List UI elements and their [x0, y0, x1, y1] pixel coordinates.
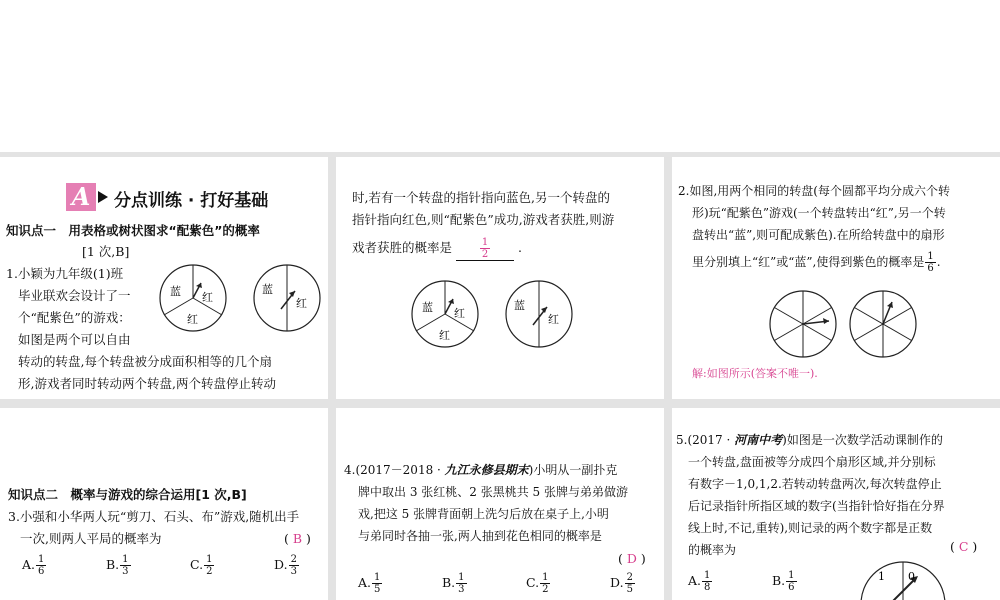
q2-line-1: 2.如图,用两个相同的转盘(每个圆都平均分成六个转 [678, 184, 950, 198]
q1-line-3: 个“配紫色”的游戏： [18, 310, 131, 325]
option-label: A. [358, 575, 372, 590]
q5-line-1 [676, 430, 943, 451]
spinner-three-sector [158, 263, 228, 333]
option-label: B. [772, 573, 786, 588]
q5-line-3: 有数字－1,0,1,2.若转动转盘两次,每次转盘停止 [688, 477, 942, 491]
spinner-two-sector [252, 263, 322, 333]
q5-source: 河南中考 [734, 433, 783, 447]
q4-prefix: 4.(2017－2018 · [344, 463, 445, 477]
option-fraction [702, 570, 712, 593]
q4-line-3: 戏,把这 5 张牌背面朝上洗匀后放在桌子上,小明 [358, 507, 609, 521]
q4-option-b[interactable] [442, 572, 468, 595]
q4-option-d[interactable] [610, 572, 636, 595]
q1-line-2: 毕业联欢会设计了一 [18, 288, 131, 303]
q3-line-1: 3.小强和小华两人玩“剪刀、石头、布”游戏,随机出手 [8, 509, 300, 524]
section-a-badge: A [66, 183, 96, 211]
spinner-three-sector [410, 279, 480, 349]
q3-option-b[interactable] [106, 554, 132, 577]
spinner-four-sector [858, 558, 948, 600]
sector-label-red: 红 [439, 329, 450, 342]
sector-number-0: 0 [908, 570, 915, 583]
q5-line-1-end: )如图是一次数学活动课制作的 [782, 433, 943, 447]
fraction-numerator: 1 [704, 570, 711, 581]
q4-answer-letter: D [626, 551, 637, 566]
sector-label-blue: 蓝 [422, 301, 433, 314]
option-label: B. [106, 557, 120, 572]
sector-label-red: 红 [187, 313, 198, 326]
q4-line-2: 牌中取出 3 张红桃、2 张黑桃共 5 张牌与弟弟做游 [358, 485, 628, 499]
sector-label-blue: 蓝 [514, 299, 525, 312]
spinner-six-sector [768, 289, 838, 359]
q5-answer: ( C ) [950, 539, 978, 554]
q1-cont-line-3 [352, 237, 522, 261]
fraction-numerator: 1 [927, 251, 934, 262]
option-label: C. [526, 575, 540, 590]
q2-solution: 解:如图所示(答案不唯一). [692, 367, 818, 380]
fraction-denominator: 6 [927, 263, 934, 274]
sector-label-blue: 蓝 [170, 285, 181, 298]
q4-answer: ( D ) [618, 551, 646, 566]
sector-label-red: 红 [296, 297, 307, 310]
fraction-denominator: 2 [542, 584, 549, 595]
q5-line-2: 一个转盘,盘面被等分成四个扇形区域,并分别标 [688, 455, 936, 469]
option-label: B. [442, 575, 456, 590]
spinner-six-sector [848, 289, 918, 359]
q4-line-1-end: )小明从一副扑克 [528, 463, 618, 477]
fraction-numerator: 1 [788, 570, 795, 581]
spinner-two-sector [504, 279, 574, 349]
q4-option-c[interactable] [526, 572, 551, 595]
option-label: D. [274, 557, 288, 572]
knowledge-point-1-heading: 知识点一 用表格或树状图求“配紫色”的概率 [6, 223, 260, 238]
fraction-denominator: 3 [290, 566, 297, 577]
q5-option-a[interactable] [688, 570, 713, 593]
q5-answer-letter: C [958, 539, 969, 554]
panel-question-5[interactable] [672, 408, 1000, 600]
sector-label-blue: 蓝 [262, 283, 273, 296]
answer-fraction [480, 237, 490, 260]
fraction-denominator: 2 [206, 566, 213, 577]
banner-arrow-icon [98, 191, 108, 203]
answer-denominator: 2 [481, 249, 489, 260]
fraction-numerator: 1 [542, 572, 549, 583]
option-fraction [540, 572, 550, 595]
sector-label-red: 红 [454, 307, 465, 320]
q5-line-6: 的概率为 [688, 543, 737, 557]
q1-line-5: 转动的转盘,每个转盘被分成面积相等的几个扇 [18, 354, 272, 369]
q1-cont-period: . [517, 240, 522, 255]
probability-fraction [925, 251, 935, 274]
q2-line-4-period: . [936, 255, 941, 269]
q5-option-b[interactable] [772, 570, 798, 593]
fraction-numerator: 2 [290, 554, 297, 565]
section-title: 分点训练 · 打好基础 [114, 191, 269, 211]
q3-option-d[interactable] [274, 554, 300, 577]
q4-option-a[interactable] [358, 572, 383, 595]
q2-line-4-text: 里分别填上“红”或“蓝”,使得到紫色的概率是 [692, 255, 925, 269]
q1-line-1: 1.小颖为九年级(1)班 [6, 266, 124, 281]
knowledge-point-1-frequency: [1 次,B] [82, 244, 130, 259]
fraction-denominator: 5 [626, 584, 633, 595]
q2-line-3: 盘转出“蓝”,则可配成紫色).在所给转盘中的扇形 [692, 228, 945, 242]
option-label: D. [610, 575, 624, 590]
q4-line-4: 与弟同时各抽一张,两人抽到花色相同的概率是 [358, 529, 602, 543]
option-label: C. [190, 557, 204, 572]
panel-knowledge-point-1[interactable] [0, 157, 328, 399]
fraction-denominator: 8 [704, 582, 711, 593]
fraction-numerator: 1 [458, 572, 465, 583]
option-fraction [456, 572, 466, 595]
fraction-denominator: 3 [458, 584, 465, 595]
option-fraction [36, 554, 46, 577]
option-fraction [204, 554, 214, 577]
top-blank-area [0, 0, 1000, 152]
fraction-denominator: 5 [374, 584, 381, 595]
q3-option-c[interactable] [190, 554, 215, 577]
fraction-numerator: 1 [122, 554, 129, 565]
fraction-denominator: 6 [788, 582, 795, 593]
panel-question-1-continued[interactable] [336, 157, 664, 399]
option-fraction [625, 572, 635, 595]
q3-answer: ( B ) [284, 531, 311, 546]
fraction-numerator: 1 [38, 554, 45, 565]
slide-grid [0, 152, 1000, 600]
fraction-numerator: 1 [374, 572, 381, 583]
panel-knowledge-point-2[interactable] [0, 408, 328, 600]
sector-label-red: 红 [202, 291, 213, 304]
knowledge-point-2-heading: 知识点二 概率与游戏的综合运用[1 次,B] [8, 487, 247, 502]
fraction-denominator: 3 [122, 566, 129, 577]
q1-cont-text: 戏者获胜的概率是 [352, 240, 453, 255]
panel-question-4[interactable] [336, 408, 664, 600]
option-label: A. [22, 557, 36, 572]
q2-line-4 [692, 251, 941, 274]
q4-source: 九江永修县期末 [444, 463, 529, 477]
option-fraction [372, 572, 382, 595]
q5-prefix: 5.(2017 · [676, 433, 735, 447]
panel-question-2[interactable] [672, 157, 1000, 399]
q1-cont-line-1: 时,若有一个转盘的指针指向蓝色,另一个转盘的 [352, 190, 610, 205]
fraction-numerator: 2 [626, 572, 633, 583]
q1-line-6: 形,游戏者同时转动两个转盘,两个转盘停止转动 [18, 376, 276, 391]
option-fraction [120, 554, 130, 577]
sector-label-red: 红 [548, 313, 559, 326]
option-fraction [289, 554, 299, 577]
fraction-numerator: 1 [206, 554, 213, 565]
q5-line-4: 后记录指针所指区域的数字(当指针恰好指在分界 [688, 499, 945, 513]
option-fraction [786, 570, 796, 593]
q5-line-5: 线上时,不记,重转),则记录的两个数字都是正数 [688, 521, 933, 535]
q3-option-a[interactable] [22, 554, 47, 577]
q3-line-2: 一次,则两人平局的概率为 [20, 531, 162, 546]
answer-numerator: 1 [481, 237, 489, 248]
q4-line-1 [344, 460, 617, 481]
q2-line-2: 形)玩“配紫色”游戏(一个转盘转出“红”,另一个转 [692, 206, 946, 220]
q1-line-4: 如图是两个可以自由 [18, 332, 131, 347]
option-label: A. [688, 573, 702, 588]
q3-answer-letter: B [292, 531, 303, 546]
sector-number-1: 1 [878, 570, 885, 583]
q1-cont-line-2: 指针指向红色,则“配紫色”成功,游戏者获胜,则游 [352, 212, 615, 227]
fraction-denominator: 6 [38, 566, 45, 577]
answer-blank [456, 237, 514, 261]
